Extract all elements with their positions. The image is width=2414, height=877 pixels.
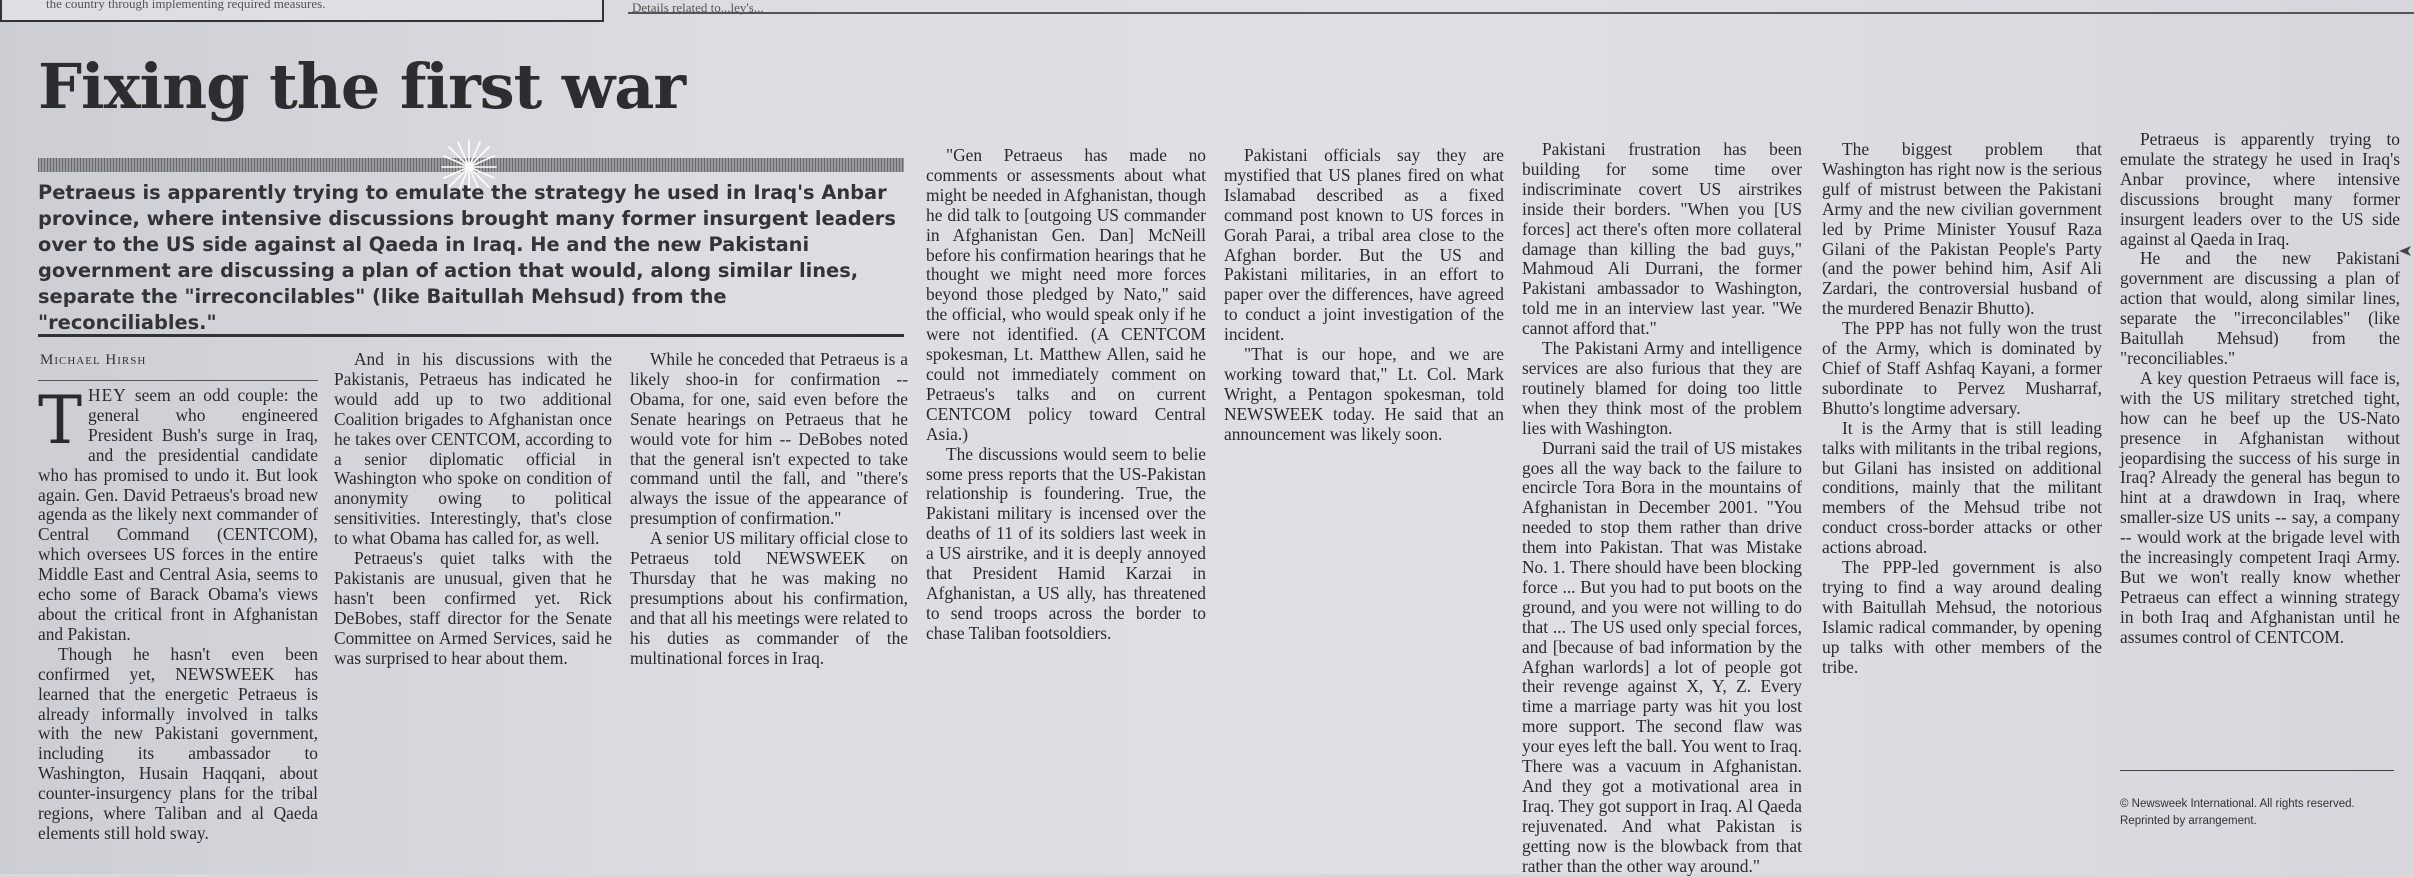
lead-paragraph [38,382,318,645]
drop-cap: T [38,382,83,459]
paragraph: It is the Army that is still leading talks with militants in the tribal regions, but Gilani has insisted on additional conditions, mainly that the militant members of the Mehsud tribe not conduct cross-border attacks or other actions abroad. [1822,417,2102,558]
column-8 [2120,130,2400,770]
column-2 [334,350,612,872]
reprint-text: Reprinted by arrangement. [2120,815,2257,827]
column-1 [38,382,318,872]
paragraph: "That is our hope, and we are working toward that," Lt. Col. Mark Wright, a Pentagon spokesman, told NEWSWEEK today. He said that an announcement was likely soon. [1224,344,1504,444]
article-end-rule [2120,770,2394,771]
column-7 [1822,140,2102,872]
paragraph: He and the new Pakistani government are discussing a plan of action that would, along similar lines, separate the "irreconcilables" (like Baitullah Mehsud) from the "reconciliables." [2120,248,2400,368]
paragraph: Pakistani frustration has been building for some time over indiscriminate covert US airstrikes inside their borders. "When you [US forces] act there's often more collateral damage than killing the bad guys," Mahmoud Ali Durrani, the former Pakistani ambassador to Washington, told me in an interview last year. "We cannot afford that." [1522,139,1802,339]
paragraph: The discussions would seem to belie some press reports that the US-Pakistan relationship is foundering. True, the Pakistani military is incensed over the deaths of 11 of its soldiers last week in a US airstrike, and it is deeply annoyed that President Hamid Karzai in Afghanistan, a US ally, has threatened to send troops across the border to chase Taliban footsoldiers. [926,443,1206,643]
column-3 [630,350,908,872]
paragraph: The PPP-led government is also trying to find a way around dealing with Baitullah Mehsud, the notorious Islamic radical commander, by opening up talks with other members of the tribe. [1822,557,2102,677]
adjacent-article-snippet [632,0,1332,6]
column-4 [926,146,1206,872]
lead-text: seem an odd couple: the general who engineered President Bush's surge in Iraq, and the presidential candidate who has promised to undo it. But look again. Gen. David Petraeus's broad new agenda as the likely next commander of Central Command (CENTCOM), which oversees US forces in the entire Middle East and Central Asia, seems to echo some of Barack Obama's views about the critical front in Afghanistan and Pakistan. [38,385,318,644]
paragraph: Though he hasn't even been confirmed yet, NEWSWEEK has learned that the energetic Petraeus is already informally involved in talks with the new Pakistani government, including its ambassador to Washington, Husain Haqqani, about counter-insurgency plans for the tribal regions, where Taliban and al Qaeda elements still hold sway. [38,643,318,843]
paragraph: Pakistani officials say they are mystified that US planes fired on what Islamabad described as a fixed command post known to US forces in Gorah Parai, a tribal area close to the Afghan border. But the US and Pakistani militaries, in an effort to paper over the differences, have agreed to conduct a joint investigation of the incident. [1224,145,1504,345]
paragraph: The PPP has not fully won the trust of the Army, which is dominated by Chief of Staff Ashfaq Kayani, a former subordinate to Pervez Musharraf, Bhutto's longtime adversary. [1822,318,2102,418]
paragraph: And in his discussions with the Pakistanis, Petraeus has indicated he would add up to two additional Coalition brigades to Afghanistan once he takes over CENTCOM, according to a senior diplomatic official in Washington who spoke on condition of anonymity owing to political sensitivities. Interestingly, that's close to what Obama has called for, as well. [334,349,612,549]
top-divider [628,12,2414,14]
paragraph: Petraeus is apparently trying to emulate the strategy he used in Iraq's Anbar province, where intensive discussions brought many former insurgent leaders over to the US side against al Qaeda in Iraq. [2120,129,2400,249]
previous-article-box [0,0,604,22]
paragraph: Petraeus's quiet talks with the Pakistanis are unusual, given that he hasn't been confirmed yet. Rick DeBobes, staff director for the Senate Committee on Armed Services, said he was surprised to hear about them. [334,548,612,668]
page-edge-mark-icon [2398,244,2412,258]
paragraph: A senior US military official close to Petraeus told NEWSWEEK on Thursday that he was making no presumptions about his confirmation, and that all his meetings were related to his duties as commander of the multinational forces in Iraq. [630,528,908,668]
paragraph: "Gen Petraeus has made no comments or assessments about what might be needed in Afghanistan, though he did talk to [outgoing US commander in Afghanistan Gen. Dan] McNeill before his confirmation hearings that he thought we might need more forces beyond those pledged by Nato," said the official, who would speak only if he were not identified. (A CENTCOM spokesman, Lt. Matthew Allen, said he could not immediately comment on Petraeus's talks and on current CENTCOM policy toward Central Asia.) [926,145,1206,444]
paragraph: While he conceded that Petraeus is a likely shoo-in for confirmation -- Obama, for one, said even before the Senate hearings on Petraeus that he would vote for him -- DeBobes noted that the general isn't expected to take command until the fall, and "there's always the issue of the appearance of presumption of confirmation." [630,349,908,529]
lead-caps: HEY [88,385,127,405]
article-deck: Petraeus is apparently trying to emulate the strategy he used in Iraq's Anbar province, where intensive discussions brought many former insurgent leaders over to the US side against al Qaeda in Iraq. He and the new Pakistani government are discussing a plan of action that would, along similar lines, separate the "irreconcilables" (like Baitullah Mehsud) from the "reconciliables." [38,181,896,334]
column-5 [1224,146,1504,872]
paragraph: The biggest problem that Washington has right now is the serious gulf of mistrust between the Pakistani Army and the new civilian government led by Prime Minister Yousuf Raza Gilani of the Pakistan People's Party (and the power behind him, Asif Ali Zardari, the controversial husband of the murdered Benazir Bhutto). [1822,139,2102,319]
copyright-notice [2120,796,2410,830]
copyright-text: © Newsweek International. All rights reserved. [2120,798,2355,810]
paragraph: The Pakistani Army and intelligence services are also furious that they are routinely blamed for doing too little when they think most of the problem lies with Washington. [1522,338,1802,438]
deck-bottom-rule [38,334,904,337]
article-headline: Fixing the first war [38,50,686,123]
byline: Michael Hirsh [40,352,147,368]
paragraph: Durrani said the trail of US mistakes goes all the way back to the failure to encircle Tora Bora in the mountains of Afghanistan in December 2001. "You needed to stop them rather than drive them into Pakistan. That was Mistake No. 1. There should have been blocking force ... But you had to put boots on the ground, and you were not willing to do that ... The US used only special forces, and [because of bad information by the Afghan warlords] a lot of people got their revenge against X, Y, Z. Every time a marriage party was hit you lost more support. The second flaw was your eyes left the ball. You went to Iraq. There was a vacuum in Afghanistan. And they got a motivational area in Iraq. They got support in Iraq. Al Qaeda rejuvenated. And what Pakistan is getting now is the blowback from that rather than the other way around." [1522,437,1802,876]
previous-article-snippet: the country through implementing required measures. [46,0,326,11]
column-6 [1522,139,1802,876]
paragraph: A key question Petraeus will face is, with the US military stretched tight, how can he beef up the US-Nato presence in Afghanistan without jeopardising the success of his surge in Iraq? Already the general has begun to hint at a drawdown in Iraq, where smaller-size US units -- say, a company -- would work at the brigade level with the increasingly competent Iraqi Army. But we won't really know whether Petraeus can effect a winning strategy in both Iraq and Afghanistan until he assumes control of CENTCOM. [2120,367,2400,647]
byline-rule [38,380,318,381]
